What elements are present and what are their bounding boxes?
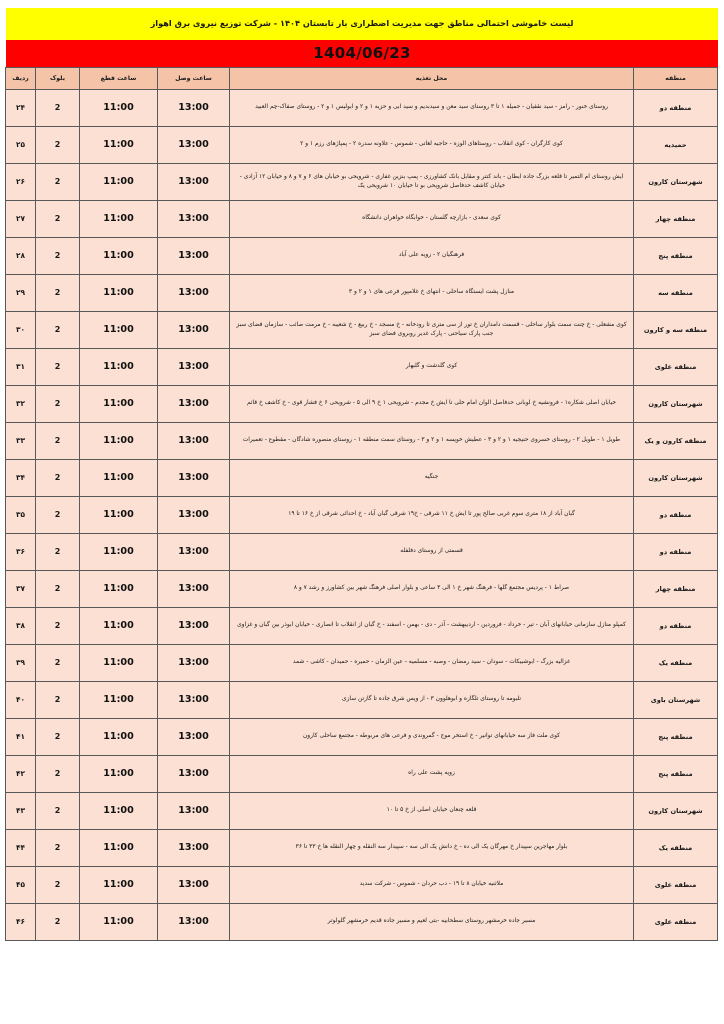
- cell-zone: منطقه دو: [634, 89, 718, 126]
- cell-off-time: 11:00: [80, 274, 158, 311]
- cell-place: جنگیه: [230, 459, 634, 496]
- column-header-zone: منطقه: [634, 67, 718, 89]
- cell-place: کوی کارگران - کوی انقلاب - روستاهای الوزه - حاجیه لغاتی - شموس - علاونه سدره ۲ - پمپاژهای رزم ۱ و ۲: [230, 126, 634, 163]
- cell-place: کوی ملت فاز سه خیابانهای توانیر - خ استخر موج - گمروندی و فرعی های مربوطه - مجتمع ساحلی کارون: [230, 718, 634, 755]
- cell-zone: شهرستان باوی: [634, 681, 718, 718]
- cell-on-time: 13:00: [158, 644, 230, 681]
- cell-block: 2: [36, 126, 80, 163]
- cell-radif: ۳۴: [6, 459, 36, 496]
- table-header-row: [6, 67, 718, 89]
- cell-on-time: 13:00: [158, 459, 230, 496]
- cell-on-time: 13:00: [158, 681, 230, 718]
- cell-radif: ۲۹: [6, 274, 36, 311]
- cell-zone: شهرستان کارون: [634, 459, 718, 496]
- cell-block: 2: [36, 533, 80, 570]
- cell-radif: ۳۳: [6, 422, 36, 459]
- cell-zone: منطقه پنج: [634, 718, 718, 755]
- table-row: [6, 200, 718, 237]
- cell-radif: ۲۶: [6, 163, 36, 200]
- table-row: [6, 311, 718, 348]
- cell-off-time: 11:00: [80, 607, 158, 644]
- cell-radif: ۳۶: [6, 533, 36, 570]
- column-header-on-time: ساعت وصل: [158, 67, 230, 89]
- cell-place: غزالیه بزرگ - ابوشبیکات - سودان - سید رمضان - وصبه - مسلمیه - عین الزمان - حمیره - حمیدان - کاشی - شمد: [230, 644, 634, 681]
- cell-radif: ۴۴: [6, 829, 36, 866]
- cell-off-time: 11:00: [80, 496, 158, 533]
- cell-block: 2: [36, 755, 80, 792]
- cell-zone: منطقه علوی: [634, 866, 718, 903]
- cell-off-time: 11:00: [80, 829, 158, 866]
- table-row: [6, 570, 718, 607]
- table-row: [6, 348, 718, 385]
- cell-place: تلبومه تا روستای تلگازه و ابوهلوون ۳ - از ویس شرق جاده تا گازتن سازی: [230, 681, 634, 718]
- cell-on-time: 13:00: [158, 274, 230, 311]
- cell-radif: ۳۰: [6, 311, 36, 348]
- table-row: [6, 274, 718, 311]
- cell-block: 2: [36, 829, 80, 866]
- cell-place: بلوار مهاجرین سپیدار خ مهرگان یک الی ده - خ دانش یک الی سه - سپیدار سه النقله و چهار النقله ها خ ۳۳ تا ۳۶: [230, 829, 634, 866]
- table-body: [6, 89, 718, 940]
- cell-place: کوی مشعلی - خ چنت سمت بلوار ساحلی - قسمت دامداران خ تور از سی متری تا رودخانه - خ مسجد - خ ربیع - خ شعیبه - خ مرمت صائب - سازمان فضای سبز جنب پارک سیاحتی - پارک غدیر روبروی فضای سبز: [230, 311, 634, 348]
- cell-on-time: 13:00: [158, 570, 230, 607]
- cell-off-time: 11:00: [80, 718, 158, 755]
- cell-off-time: 11:00: [80, 422, 158, 459]
- cell-on-time: 13:00: [158, 385, 230, 422]
- cell-on-time: 13:00: [158, 607, 230, 644]
- cell-radif: ۲۴: [6, 89, 36, 126]
- cell-off-time: 11:00: [80, 237, 158, 274]
- cell-block: 2: [36, 718, 80, 755]
- cell-on-time: 13:00: [158, 792, 230, 829]
- cell-place: طویل ۱ - طویل ۲ - روستای خسروی حنیجیه ۱ و ۲ و ۳ - عطیش خویسه ۱ و ۲ و ۳ - روستای سمت منطقه ۱ - روستای منصوره شادگان - مقطوع - تعمیرات: [230, 422, 634, 459]
- table-row: [6, 755, 718, 792]
- cell-on-time: 13:00: [158, 829, 230, 866]
- cell-on-time: 13:00: [158, 126, 230, 163]
- outage-schedule-table: [5, 67, 718, 941]
- cell-radif: ۲۷: [6, 200, 36, 237]
- cell-zone: منطقه پنج: [634, 237, 718, 274]
- cell-radif: ۳۷: [6, 570, 36, 607]
- cell-place: کمپلو منازل سازمانی خیابانهای آبان - تیر - خرداد - فروردین - اردیبهشت - آذر - دی - بهمن - اسفند - خ گبان از انقلاب تا انصاری - خیابان ابوذر بین گبان و غزاوی: [230, 607, 634, 644]
- table-header: [6, 67, 718, 89]
- cell-off-time: 11:00: [80, 755, 158, 792]
- cell-block: 2: [36, 792, 80, 829]
- cell-place: روستای خنور - رامز - سید نقفیان - حمیله ۱ تا ۳ روستای سید معن و سیدبدیم و سید ابی و حزیه ۱ و ۲ و ابولیس ۱ و ۲ - روستای صفاک-چم العبید: [230, 89, 634, 126]
- cell-block: 2: [36, 496, 80, 533]
- cell-zone: منطقه کارون و یک: [634, 422, 718, 459]
- cell-zone: شهرستان کارون: [634, 385, 718, 422]
- cell-place: منازل پشت ایستگاه ساحلی - انتهای خ غلامپور فرعی های ۱ و ۲ و ۳: [230, 274, 634, 311]
- cell-place: ملاثنیه خیابان ۸ تا ۱۹ - دب حردان - شموس - شرکت سدید: [230, 866, 634, 903]
- column-header-place: محل تغذیه: [230, 67, 634, 89]
- cell-off-time: 11:00: [80, 570, 158, 607]
- cell-off-time: 11:00: [80, 200, 158, 237]
- table-row: [6, 422, 718, 459]
- cell-block: 2: [36, 422, 80, 459]
- cell-block: 2: [36, 903, 80, 940]
- cell-place: خیابان اصلی شکاره۱ - فرونشیه خ لوبانی حدفاصل الوان امام خلی تا ایش خ مجدم - شرویحی ۱ خ ۹ الی ۵ - شرویحی ۶ خ فشار قوی - خ کاشف خ قائم: [230, 385, 634, 422]
- cell-zone: منطقه سه و کارون: [634, 311, 718, 348]
- cell-radif: ۲۸: [6, 237, 36, 274]
- cell-on-time: 13:00: [158, 903, 230, 940]
- cell-off-time: 11:00: [80, 126, 158, 163]
- cell-off-time: 11:00: [80, 792, 158, 829]
- column-header-radif: ردیف: [6, 67, 36, 89]
- cell-block: 2: [36, 607, 80, 644]
- cell-zone: منطقه چهار: [634, 570, 718, 607]
- cell-radif: ۳۹: [6, 644, 36, 681]
- cell-on-time: 13:00: [158, 237, 230, 274]
- cell-on-time: 13:00: [158, 755, 230, 792]
- table-row: [6, 681, 718, 718]
- cell-place: زویه پشت علی راه: [230, 755, 634, 792]
- cell-on-time: 13:00: [158, 533, 230, 570]
- cell-place: ایش روستای ام التمیر تا قلعه بزرگ جاده ابطان - باند کنتر و مقابل بانک کشاورزی - پمپ بنزین غفاری - شرویحی بو خیابان های ۶ و ۷ و ۸ و خیابان ۱۲ آزادی - خیابان کاشف حدفاصل شرویحی بو تا خیابان ۱۰ شرویحی یک: [230, 163, 634, 200]
- cell-place: قلعه چنعان خیابان اصلی از خ ۵ تا ۱۰: [230, 792, 634, 829]
- cell-radif: ۳۸: [6, 607, 36, 644]
- table-row: [6, 163, 718, 200]
- table-row: [6, 829, 718, 866]
- cell-on-time: 13:00: [158, 200, 230, 237]
- cell-zone: منطقه چهار: [634, 200, 718, 237]
- cell-zone: منطقه علوی: [634, 903, 718, 940]
- cell-off-time: 11:00: [80, 866, 158, 903]
- cell-place: صراط ۱ - پردیس مجتمع گلها - فرهنگ شهر خ ۱ الی ۳ ساعی و بلوار اصلی فرهنگ شهر بین کشاورز و رشد ۷ و ۸: [230, 570, 634, 607]
- table-row: [6, 866, 718, 903]
- table-row: [6, 644, 718, 681]
- cell-radif: ۴۱: [6, 718, 36, 755]
- cell-zone: منطقه پنج: [634, 755, 718, 792]
- cell-radif: ۴۰: [6, 681, 36, 718]
- document-title-banner: لیست خاموشی احتمالی مناطق جهت مدیریت اضطراری بار تابستان ۱۴۰۴ - شرکت توزیع نیروی برق اهواز: [6, 8, 718, 40]
- cell-on-time: 13:00: [158, 496, 230, 533]
- column-header-off-time: ساعت قطع: [80, 67, 158, 89]
- table-row: [6, 459, 718, 496]
- cell-place: فرهنگیان ۲ - زویه علی آباد: [230, 237, 634, 274]
- table-row: [6, 718, 718, 755]
- cell-block: 2: [36, 385, 80, 422]
- cell-block: 2: [36, 644, 80, 681]
- cell-place: مسیر جاده خرمشهر روستای سطحابیه -بتی لعیم و مسیر جاده قدیم خرمشهر گلولوتر: [230, 903, 634, 940]
- cell-place: قسمتی از روستای دفلفله: [230, 533, 634, 570]
- cell-zone: شهرستان کارون: [634, 163, 718, 200]
- table-row: [6, 607, 718, 644]
- cell-block: 2: [36, 89, 80, 126]
- cell-block: 2: [36, 459, 80, 496]
- cell-block: 2: [36, 311, 80, 348]
- cell-block: 2: [36, 570, 80, 607]
- cell-block: 2: [36, 163, 80, 200]
- cell-radif: ۴۵: [6, 866, 36, 903]
- cell-zone: منطقه دو: [634, 496, 718, 533]
- cell-zone: منطقه علوی: [634, 348, 718, 385]
- cell-off-time: 11:00: [80, 903, 158, 940]
- cell-on-time: 13:00: [158, 311, 230, 348]
- cell-off-time: 11:00: [80, 644, 158, 681]
- cell-block: 2: [36, 866, 80, 903]
- column-header-block: بلوک: [36, 67, 80, 89]
- cell-zone: منطقه یک: [634, 829, 718, 866]
- cell-off-time: 11:00: [80, 459, 158, 496]
- cell-radif: ۴۳: [6, 792, 36, 829]
- cell-block: 2: [36, 348, 80, 385]
- cell-zone: منطقه سه: [634, 274, 718, 311]
- cell-zone: منطقه دو: [634, 533, 718, 570]
- document-date-banner: 1404/06/23: [6, 40, 718, 67]
- cell-zone: شهرستان کارون: [634, 792, 718, 829]
- table-row: [6, 385, 718, 422]
- cell-place: گبان آباد از ۱۸ متری سوم غربی صالح پور تا ایش خ ۱۱ شرقی - خ۱۹ شرقی گبان آباد - خ احداثی شرقی از خ ۱۶ تا ۱۹: [230, 496, 634, 533]
- cell-block: 2: [36, 681, 80, 718]
- table-row: [6, 496, 718, 533]
- cell-block: 2: [36, 274, 80, 311]
- cell-on-time: 13:00: [158, 89, 230, 126]
- cell-radif: ۴۶: [6, 903, 36, 940]
- cell-off-time: 11:00: [80, 385, 158, 422]
- cell-on-time: 13:00: [158, 866, 230, 903]
- cell-off-time: 11:00: [80, 348, 158, 385]
- cell-radif: ۴۲: [6, 755, 36, 792]
- cell-off-time: 11:00: [80, 311, 158, 348]
- cell-zone: حمیدیه: [634, 126, 718, 163]
- cell-off-time: 11:00: [80, 681, 158, 718]
- cell-radif: ۳۲: [6, 385, 36, 422]
- cell-radif: ۳۵: [6, 496, 36, 533]
- table-row: [6, 792, 718, 829]
- cell-on-time: 13:00: [158, 163, 230, 200]
- cell-radif: ۳۱: [6, 348, 36, 385]
- table-row: [6, 89, 718, 126]
- table-row: [6, 237, 718, 274]
- cell-place: کوی گلدشت و گلبهار: [230, 348, 634, 385]
- cell-on-time: 13:00: [158, 422, 230, 459]
- cell-zone: منطقه یک: [634, 644, 718, 681]
- cell-on-time: 13:00: [158, 348, 230, 385]
- cell-place: کوی سعدی - بازارچه گلستان - خوابگاه خواهران دانشگاه: [230, 200, 634, 237]
- cell-zone: منطقه دو: [634, 607, 718, 644]
- cell-block: 2: [36, 237, 80, 274]
- table-row: [6, 533, 718, 570]
- cell-on-time: 13:00: [158, 718, 230, 755]
- cell-block: 2: [36, 200, 80, 237]
- cell-off-time: 11:00: [80, 89, 158, 126]
- cell-off-time: 11:00: [80, 533, 158, 570]
- cell-off-time: 11:00: [80, 163, 158, 200]
- table-row: [6, 126, 718, 163]
- cell-radif: ۲۵: [6, 126, 36, 163]
- table-row: [6, 903, 718, 940]
